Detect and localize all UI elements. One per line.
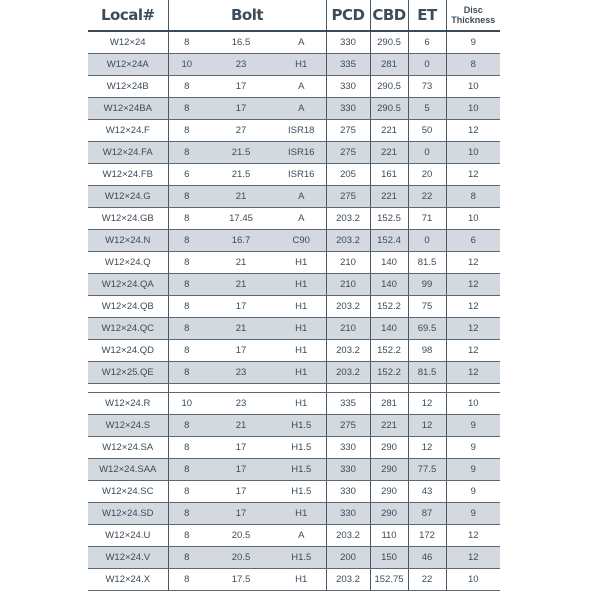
cell-bolt-size: 16.7 <box>205 230 277 252</box>
header-row <box>88 0 500 31</box>
cell-bolt-count: 8 <box>168 481 205 503</box>
cell-disc-thickness: 10 <box>446 569 500 591</box>
table-row <box>88 120 500 142</box>
cell-local: W12×24.R <box>88 393 168 415</box>
cell-bolt-seat: H1.5 <box>277 415 326 437</box>
cell-et: 50 <box>408 120 446 142</box>
cell-bolt-size: 17 <box>205 503 277 525</box>
cell-bolt-count: 10 <box>168 54 205 76</box>
cell-bolt-count: 8 <box>168 318 205 340</box>
cell-bolt-seat: H1 <box>277 252 326 274</box>
spec-sheet <box>88 0 500 600</box>
cell-bolt-count: 8 <box>168 296 205 318</box>
cell-et: 22 <box>408 569 446 591</box>
cell-disc-thickness: 9 <box>446 437 500 459</box>
table-row <box>88 208 500 230</box>
cell-cbd: 221 <box>370 142 408 164</box>
cell-disc-thickness: 9 <box>446 503 500 525</box>
table-row <box>88 459 500 481</box>
header-disc-line1: Disc <box>463 5 483 15</box>
cell-bolt-count: 8 <box>168 362 205 384</box>
cell-pcd: 335 <box>326 54 370 76</box>
cell-local: W12×24.SAA <box>88 459 168 481</box>
cell-cbd: 290 <box>370 503 408 525</box>
cell-et: 99 <box>408 274 446 296</box>
cell-bolt-size: 21.5 <box>205 142 277 164</box>
cell-local: W12×24.F <box>88 120 168 142</box>
header-cbd: CBD <box>370 0 408 31</box>
cell-bolt-size: 17 <box>205 437 277 459</box>
section-spacer <box>88 384 500 393</box>
cell-et: 69.5 <box>408 318 446 340</box>
cell-local: W12×24A <box>88 54 168 76</box>
table-row <box>88 393 500 415</box>
cell-local: W12×24B <box>88 76 168 98</box>
cell-disc-thickness: 12 <box>446 296 500 318</box>
cell-bolt-seat: ISR18 <box>277 120 326 142</box>
cell-local: W12×24.U <box>88 525 168 547</box>
cell-bolt-size: 20.5 <box>205 547 277 569</box>
cell-disc-thickness: 10 <box>446 208 500 230</box>
cell-local: W12×24.SD <box>88 503 168 525</box>
cell-disc-thickness: 8 <box>446 186 500 208</box>
cell-bolt-count: 10 <box>168 393 205 415</box>
cell-cbd: 290.5 <box>370 76 408 98</box>
cell-disc-thickness: 10 <box>446 76 500 98</box>
cell-pcd: 203.2 <box>326 296 370 318</box>
cell-bolt-size: 17 <box>205 76 277 98</box>
table-row <box>88 274 500 296</box>
cell-disc-thickness: 9 <box>446 481 500 503</box>
cell-pcd: 330 <box>326 98 370 120</box>
cell-bolt-count: 8 <box>168 31 205 54</box>
cell-pcd: 210 <box>326 252 370 274</box>
cell-cbd: 221 <box>370 120 408 142</box>
cell-disc-thickness: 12 <box>446 120 500 142</box>
cell-cbd: 152.2 <box>370 296 408 318</box>
cell-bolt-count: 8 <box>168 437 205 459</box>
cell-cbd: 152.4 <box>370 230 408 252</box>
cell-et: 0 <box>408 142 446 164</box>
table-row <box>88 142 500 164</box>
cell-et: 12 <box>408 393 446 415</box>
cell-bolt-count: 8 <box>168 569 205 591</box>
cell-local: W12×24.QA <box>88 274 168 296</box>
cell-disc-thickness: 9 <box>446 415 500 437</box>
cell-pcd: 330 <box>326 459 370 481</box>
cell-et: 43 <box>408 481 446 503</box>
cell-local: W12×24.QB <box>88 296 168 318</box>
cell-et: 6 <box>408 31 446 54</box>
table-row <box>88 415 500 437</box>
cell-bolt-size: 21 <box>205 274 277 296</box>
cell-et: 46 <box>408 547 446 569</box>
cell-bolt-count: 8 <box>168 120 205 142</box>
cell-pcd: 203.2 <box>326 569 370 591</box>
cell-et: 75 <box>408 296 446 318</box>
cell-cbd: 150 <box>370 547 408 569</box>
cell-bolt-count: 8 <box>168 547 205 569</box>
cell-cbd: 152.2 <box>370 340 408 362</box>
cell-bolt-size: 20.5 <box>205 525 277 547</box>
wheel-spec-table <box>88 0 500 591</box>
cell-et: 5 <box>408 98 446 120</box>
cell-cbd: 290.5 <box>370 31 408 54</box>
spacer-cell <box>370 384 408 393</box>
cell-disc-thickness: 12 <box>446 362 500 384</box>
table-row <box>88 54 500 76</box>
spacer-cell <box>408 384 446 393</box>
cell-pcd: 275 <box>326 186 370 208</box>
cell-cbd: 281 <box>370 54 408 76</box>
cell-bolt-seat: H1 <box>277 362 326 384</box>
cell-bolt-seat: H1.5 <box>277 459 326 481</box>
table-row <box>88 230 500 252</box>
cell-disc-thickness: 12 <box>446 340 500 362</box>
table-row <box>88 31 500 54</box>
spacer-cell <box>277 384 326 393</box>
spacer-cell <box>326 384 370 393</box>
cell-local: W12×24.QC <box>88 318 168 340</box>
cell-bolt-size: 17 <box>205 481 277 503</box>
cell-disc-thickness: 10 <box>446 98 500 120</box>
cell-bolt-count: 8 <box>168 76 205 98</box>
cell-bolt-size: 17 <box>205 340 277 362</box>
cell-local: W12×24.FA <box>88 142 168 164</box>
cell-cbd: 290 <box>370 459 408 481</box>
cell-local: W12×25.QE <box>88 362 168 384</box>
spacer-cell <box>205 384 277 393</box>
cell-cbd: 281 <box>370 393 408 415</box>
cell-bolt-seat: C90 <box>277 230 326 252</box>
cell-local: W12×24.N <box>88 230 168 252</box>
cell-bolt-size: 27 <box>205 120 277 142</box>
cell-bolt-seat: H1 <box>277 274 326 296</box>
cell-pcd: 275 <box>326 142 370 164</box>
cell-pcd: 330 <box>326 503 370 525</box>
cell-bolt-count: 8 <box>168 525 205 547</box>
cell-cbd: 290 <box>370 481 408 503</box>
cell-cbd: 290.5 <box>370 98 408 120</box>
cell-et: 81.5 <box>408 252 446 274</box>
cell-cbd: 152.5 <box>370 208 408 230</box>
header-pcd: PCD <box>326 0 370 31</box>
cell-bolt-count: 8 <box>168 98 205 120</box>
cell-disc-thickness: 8 <box>446 54 500 76</box>
cell-bolt-size: 21 <box>205 415 277 437</box>
spacer-cell <box>446 384 500 393</box>
cell-local: W12×24.Q <box>88 252 168 274</box>
cell-et: 81.5 <box>408 362 446 384</box>
cell-pcd: 205 <box>326 164 370 186</box>
table-row <box>88 76 500 98</box>
cell-et: 0 <box>408 230 446 252</box>
header-bolt: Bolt <box>168 0 326 31</box>
cell-local: W12×24.FB <box>88 164 168 186</box>
cell-disc-thickness: 12 <box>446 274 500 296</box>
cell-disc-thickness: 12 <box>446 164 500 186</box>
cell-bolt-seat: A <box>277 186 326 208</box>
cell-cbd: 140 <box>370 274 408 296</box>
cell-bolt-size: 21.5 <box>205 164 277 186</box>
cell-bolt-count: 8 <box>168 415 205 437</box>
cell-bolt-count: 8 <box>168 459 205 481</box>
cell-cbd: 140 <box>370 252 408 274</box>
table-row <box>88 547 500 569</box>
cell-local: W12×24BA <box>88 98 168 120</box>
cell-cbd: 152.75 <box>370 569 408 591</box>
cell-bolt-size: 17.5 <box>205 569 277 591</box>
cell-et: 0 <box>408 54 446 76</box>
cell-cbd: 221 <box>370 415 408 437</box>
cell-bolt-size: 17 <box>205 98 277 120</box>
table-row <box>88 525 500 547</box>
cell-bolt-size: 23 <box>205 362 277 384</box>
cell-pcd: 330 <box>326 31 370 54</box>
cell-cbd: 140 <box>370 318 408 340</box>
cell-disc-thickness: 9 <box>446 31 500 54</box>
cell-bolt-size: 23 <box>205 393 277 415</box>
cell-bolt-size: 16.5 <box>205 31 277 54</box>
cell-pcd: 275 <box>326 120 370 142</box>
cell-cbd: 221 <box>370 186 408 208</box>
table-row <box>88 186 500 208</box>
cell-disc-thickness: 12 <box>446 318 500 340</box>
header-et: ET <box>408 0 446 31</box>
cell-bolt-count: 8 <box>168 186 205 208</box>
cell-et: 71 <box>408 208 446 230</box>
cell-disc-thickness: 12 <box>446 525 500 547</box>
cell-bolt-seat: H1.5 <box>277 547 326 569</box>
cell-cbd: 161 <box>370 164 408 186</box>
cell-pcd: 203.2 <box>326 525 370 547</box>
cell-et: 12 <box>408 415 446 437</box>
header-disc-line2: Thickness <box>451 15 496 25</box>
cell-bolt-seat: H1.5 <box>277 481 326 503</box>
cell-bolt-count: 8 <box>168 503 205 525</box>
cell-bolt-count: 8 <box>168 340 205 362</box>
spacer-cell <box>88 384 168 393</box>
table-row <box>88 296 500 318</box>
cell-et: 77.5 <box>408 459 446 481</box>
cell-bolt-seat: H1 <box>277 318 326 340</box>
cell-bolt-count: 8 <box>168 142 205 164</box>
cell-bolt-seat: H1 <box>277 340 326 362</box>
cell-bolt-count: 8 <box>168 252 205 274</box>
cell-disc-thickness: 9 <box>446 459 500 481</box>
table-row <box>88 481 500 503</box>
cell-pcd: 330 <box>326 76 370 98</box>
cell-bolt-size: 21 <box>205 318 277 340</box>
cell-disc-thickness: 12 <box>446 547 500 569</box>
cell-pcd: 330 <box>326 437 370 459</box>
cell-disc-thickness: 10 <box>446 142 500 164</box>
cell-bolt-size: 17 <box>205 296 277 318</box>
table-row <box>88 164 500 186</box>
cell-bolt-count: 8 <box>168 208 205 230</box>
cell-et: 73 <box>408 76 446 98</box>
table-row <box>88 252 500 274</box>
cell-pcd: 200 <box>326 547 370 569</box>
cell-pcd: 275 <box>326 415 370 437</box>
cell-pcd: 210 <box>326 318 370 340</box>
cell-bolt-size: 17 <box>205 459 277 481</box>
cell-bolt-count: 6 <box>168 164 205 186</box>
header-disc-thickness <box>446 0 500 31</box>
cell-pcd: 203.2 <box>326 230 370 252</box>
table-row <box>88 340 500 362</box>
cell-et: 22 <box>408 186 446 208</box>
cell-cbd: 110 <box>370 525 408 547</box>
cell-local: W12×24.SC <box>88 481 168 503</box>
cell-local: W12×24.V <box>88 547 168 569</box>
cell-bolt-seat: ISR16 <box>277 164 326 186</box>
cell-cbd: 152.2 <box>370 362 408 384</box>
table-row <box>88 362 500 384</box>
cell-pcd: 210 <box>326 274 370 296</box>
table-row <box>88 503 500 525</box>
table-row <box>88 318 500 340</box>
cell-local: W12×24.X <box>88 569 168 591</box>
cell-bolt-seat: H1.5 <box>277 437 326 459</box>
cell-local: W12×24.GB <box>88 208 168 230</box>
cell-bolt-seat: A <box>277 98 326 120</box>
spacer-cell <box>168 384 205 393</box>
table-row <box>88 437 500 459</box>
cell-bolt-seat: H1 <box>277 503 326 525</box>
cell-et: 12 <box>408 437 446 459</box>
cell-disc-thickness: 12 <box>446 252 500 274</box>
cell-cbd: 290 <box>370 437 408 459</box>
cell-bolt-seat: H1 <box>277 393 326 415</box>
cell-bolt-seat: A <box>277 208 326 230</box>
cell-local: W12×24 <box>88 31 168 54</box>
cell-bolt-seat: H1 <box>277 54 326 76</box>
table-row <box>88 569 500 591</box>
cell-pcd: 203.2 <box>326 340 370 362</box>
cell-local: W12×24.SA <box>88 437 168 459</box>
cell-pcd: 203.2 <box>326 362 370 384</box>
cell-disc-thickness: 10 <box>446 393 500 415</box>
cell-bolt-size: 21 <box>205 186 277 208</box>
cell-pcd: 330 <box>326 481 370 503</box>
cell-bolt-seat: A <box>277 76 326 98</box>
cell-disc-thickness: 6 <box>446 230 500 252</box>
cell-bolt-seat: A <box>277 525 326 547</box>
header-local: Local# <box>88 0 168 31</box>
cell-bolt-seat: A <box>277 31 326 54</box>
cell-bolt-size: 17.45 <box>205 208 277 230</box>
cell-bolt-size: 23 <box>205 54 277 76</box>
cell-bolt-size: 21 <box>205 252 277 274</box>
cell-pcd: 203.2 <box>326 208 370 230</box>
cell-et: 87 <box>408 503 446 525</box>
cell-bolt-count: 8 <box>168 230 205 252</box>
cell-et: 98 <box>408 340 446 362</box>
cell-local: W12×24.G <box>88 186 168 208</box>
cell-bolt-seat: H1 <box>277 296 326 318</box>
cell-pcd: 335 <box>326 393 370 415</box>
cell-bolt-count: 8 <box>168 274 205 296</box>
cell-et: 172 <box>408 525 446 547</box>
cell-local: W12×24.QD <box>88 340 168 362</box>
table-row <box>88 98 500 120</box>
cell-local: W12×24.S <box>88 415 168 437</box>
cell-et: 20 <box>408 164 446 186</box>
cell-bolt-seat: H1 <box>277 569 326 591</box>
cell-bolt-seat: ISR16 <box>277 142 326 164</box>
